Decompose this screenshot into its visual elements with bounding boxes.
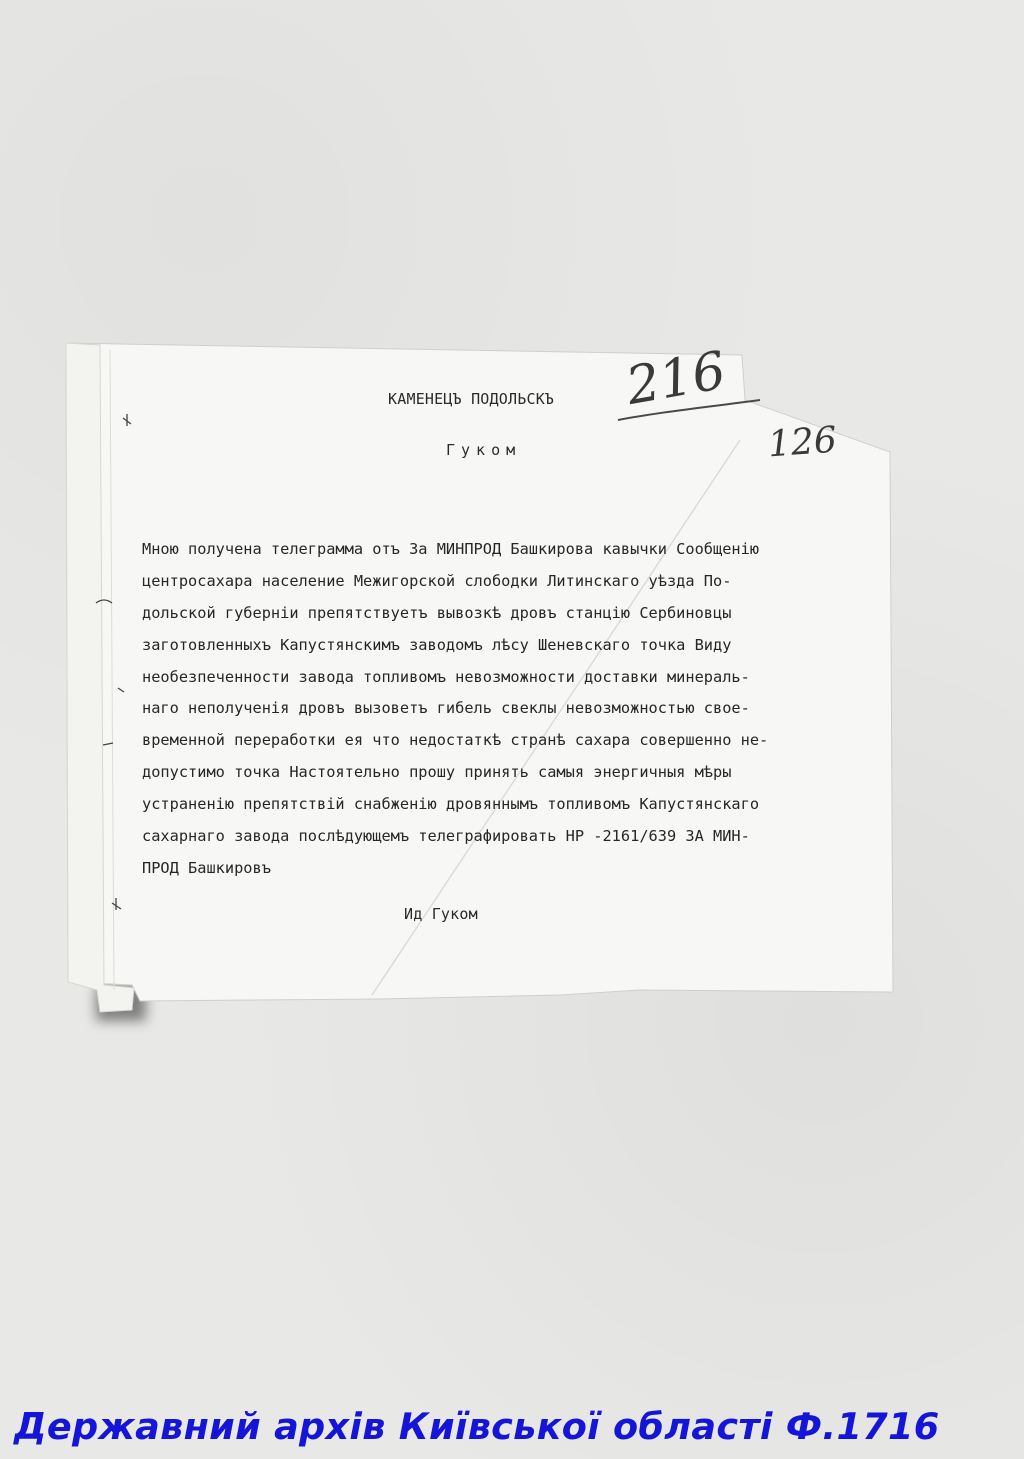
body-line: сахарнаго завода послѣдующемъ телеграфировать НР -2161/639 ЗА МИН- (142, 827, 750, 846)
body-line: центросахара население Межигорской слободки Литинскаго уѣзда По- (142, 571, 732, 590)
body-line: устраненію препятствій снабженію дровяннымъ топливомъ Капустянскаго (142, 795, 760, 814)
body-line: Мною получена телеграмма отъ За МИНПРОД Башкирова кавычки Сообщенію (142, 540, 760, 558)
body-line: заготовленныхъ Капустянскимъ заводомъ лѣсу Шеневскаго точка Виду (142, 635, 732, 654)
body-line: временной переработки ея что недостаткѣ странѣ сахара совершенно не- (142, 731, 769, 750)
body-line: необезпеченности завода топливомъ невозможности доставки минераль- (142, 667, 750, 686)
handwritten-folio-number: 126 (766, 419, 839, 466)
handwritten-struck-number: 216 (622, 340, 731, 418)
body-line: наго неполученія дровъ вызоветъ гибель свеклы невозможностью свое- (142, 699, 750, 718)
body-line: ПРОД Башкировъ (142, 858, 271, 877)
document-heading-place: КАМЕНЕЦЪ ПОДОЛЬСКЪ (388, 390, 555, 408)
archive-watermark-label: Державний архів Київської області Ф.1716 (14, 1405, 940, 1448)
telegram-body (142, 534, 887, 885)
document-heading-recipient: Гуком (446, 441, 522, 459)
body-line: дольской губерніи препятствуетъ вывозкѣ дровъ станцію Сербиновцы (142, 603, 732, 622)
body-line: допустимо точка Настоятельно прошу принять самыя энергичныя мѣры (142, 763, 732, 782)
document-signature: Ид Гуком (404, 905, 478, 923)
